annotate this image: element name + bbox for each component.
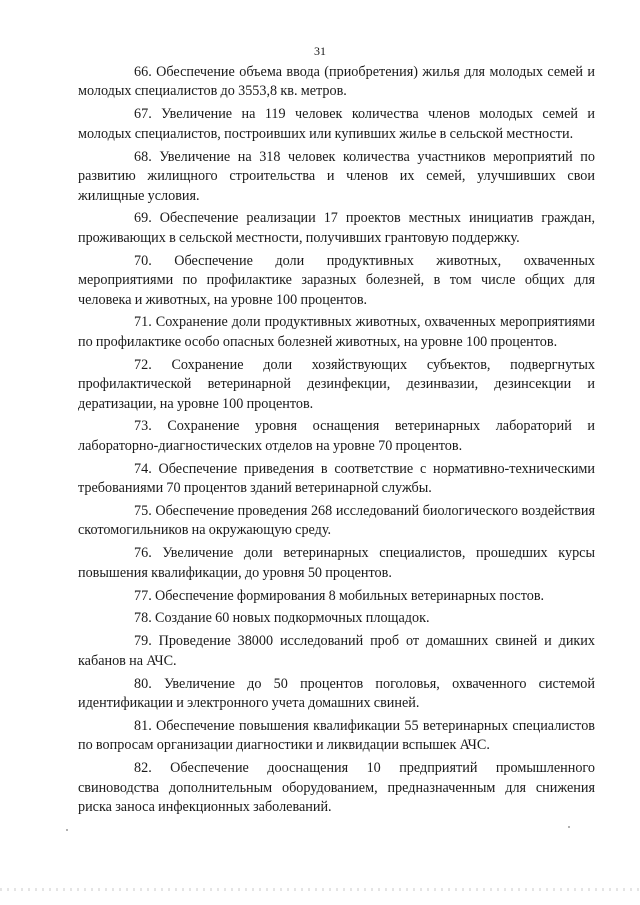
paragraph-76: 76. Увеличение доли ветеринарных специалистов, прошедших курсы повышения квалификации, до уровня 50 процентов. — [78, 545, 595, 581]
paragraph-72: 72. Сохранение доли хозяйствующих субъектов, подвергнутых профилактической ветеринарной дезинфекции, дезинвазии, дезинсекции и дератизации, на уровне 100 процентов. — [78, 356, 595, 412]
scan-edge-noise — [0, 888, 640, 891]
paragraph-71: 71. Сохранение доли продуктивных животных, охваченных мероприятиями по профилактике особо опасных болезней животных, на уровне 100 процентов. — [78, 314, 595, 350]
paragraph-81: 81. Обеспечение повышения квалификации 55 ветеринарных специалистов по вопросам организации диагностики и ликвидации вспышек АЧС. — [78, 717, 595, 754]
paragraph-68: 68. Увеличение на 318 человек количества участников мероприятий по развитию жилищного строительства и членов их семей, улучшивших свои жилищные условия. — [78, 148, 595, 204]
scan-speck — [66, 829, 68, 831]
paragraph-70: 70. Обеспечение доли продуктивных животных, охваченных мероприятиями по профилактике заразных болезней, в том числе общих для человека и животных, на уровне 100 процентов. — [78, 252, 595, 308]
page-number: 31 — [314, 44, 326, 58]
paragraph-74: 74. Обеспечение приведения в соответствие с нормативно-техническими требованиями 70 процентов зданий ветеринарной службы. — [78, 460, 595, 497]
document-body — [78, 63, 595, 821]
scan-speck — [568, 826, 570, 828]
paragraph-79: 79. Проведение 38000 исследований проб от домашних свиней и диких кабанов на АЧС. — [78, 633, 595, 669]
paragraph-73: 73. Сохранение уровня оснащения ветеринарных лабораторий и лабораторно-диагностических отделов на уровне 70 процентов. — [78, 418, 595, 454]
paragraph-69: 69. Обеспечение реализации 17 проектов местных инициатив граждан, проживающих в сельской местности, получивших грантовую поддержку. — [78, 210, 595, 246]
paragraph-67: 67. Увеличение на 119 человек количества членов молодых семей и молодых специалистов, построивших или купивших жилье в сельской местности. — [78, 106, 595, 142]
paragraph-78: 78. Создание 60 новых подкормочных площадок. — [134, 610, 430, 627]
paragraph-82: 82. Обеспечение дооснащения 10 предприятий промышленного свиноводства дополнительным оборудованием, предназначенным для снижения риска заноса инфекционных заболеваний. — [78, 760, 595, 816]
paragraph-77: 77. Обеспечение формирования 8 мобильных ветеринарных постов. — [134, 587, 545, 604]
paragraph-66: 66. Обеспечение объема ввода (приобретения) жилья для молодых семей и молодых специалистов до 3553,8 кв. метров. — [78, 64, 595, 100]
paragraph-75: 75. Обеспечение проведения 268 исследований биологического воздействия скотомогильников на окружающую среду. — [78, 503, 595, 539]
paragraph-80: 80. Увеличение до 50 процентов поголовья, охваченного системой идентификации и электронного учета домашних свиней. — [78, 675, 595, 712]
